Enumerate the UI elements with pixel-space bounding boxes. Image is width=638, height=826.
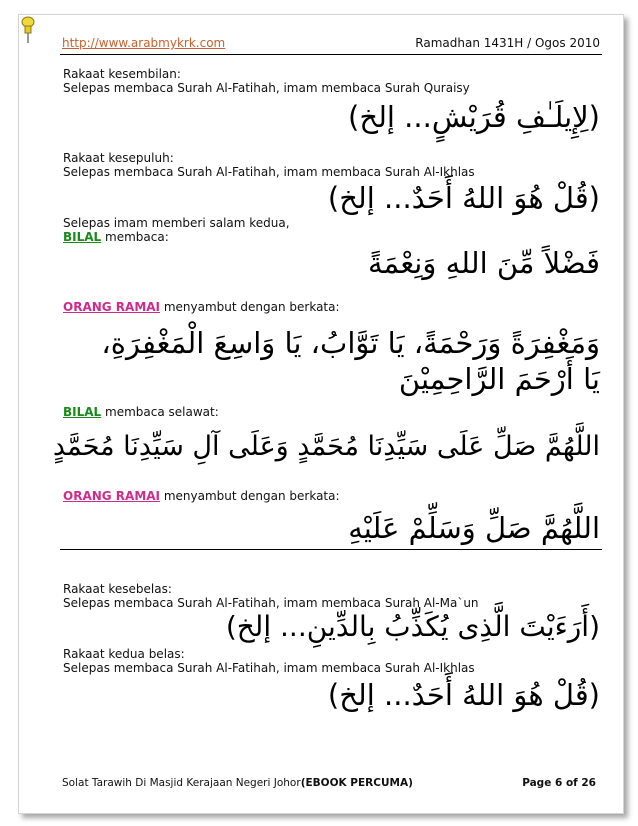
rakaat9-arabic: (لِإِيلَـٰفِ قُرَيْشٍ... إلخ) bbox=[348, 100, 600, 134]
rakaat11-arabic: (أَرَءَيْتَ الَّذِى يُكَذِّبُ بِالدِّينِ... إلخ) bbox=[225, 610, 600, 643]
section-divider bbox=[60, 549, 602, 550]
rakaat12-desc: Selepas membaca Surah Al-Fatihah, imam membaca Surah Al-Ikhlas bbox=[63, 661, 475, 675]
footer-title-text: Solat Tarawih Di Masjid Kerajaan Negeri Johor bbox=[62, 777, 301, 789]
rakaat12-title: Rakaat kedua belas: bbox=[63, 647, 185, 661]
rakaat11-desc: Selepas membaca Surah Al-Fatihah, imam membaca Surah Al-Ma`un bbox=[63, 596, 479, 610]
header-url-link[interactable]: http://www.arabmykrk.com bbox=[62, 36, 226, 50]
bilal-text-2: membaca selawat: bbox=[101, 405, 219, 419]
rakaat9-desc: Selepas membaca Surah Al-Fatihah, imam membaca Surah Quraisy bbox=[63, 81, 470, 95]
orang-arabic-2: اللَّهُمَّ صَلِّ وَسَلِّمْ عَلَيْهِ bbox=[348, 511, 600, 545]
bilal-text-1: membaca: bbox=[101, 230, 169, 244]
orang-arabic-1a: وَمَغْفِرَةً وَرَحْمَةً، يَا تَوَّابُ، يَا وَاسِعَ الْمَغْفِرَةِ، bbox=[101, 326, 600, 360]
page-header bbox=[60, 36, 602, 52]
header-rule bbox=[60, 54, 602, 55]
orang-text-2: menyambut dengan berkata: bbox=[160, 489, 340, 503]
rakaat9-title: Rakaat kesembilan: bbox=[63, 67, 181, 81]
orang-label-2: ORANG RAMAI bbox=[63, 489, 161, 503]
page-number: Page 6 of 26 bbox=[522, 777, 596, 789]
rakaat10-desc: Selepas membaca Surah Al-Fatihah, imam membaca Surah Al-Ikhlas bbox=[63, 165, 475, 179]
pushpin-icon bbox=[20, 16, 36, 44]
rakaat10-arabic: (قُلْ هُوَ اللهُ أَحَدٌ... إلخ) bbox=[327, 181, 600, 215]
rakaat12-arabic: (قُلْ هُوَ اللهُ أَحَدٌ... إلخ) bbox=[327, 678, 600, 712]
rakaat11-title: Rakaat kesebelas: bbox=[63, 582, 172, 596]
orang-arabic-1b: يَا أَرْحَمَ الرَّاحِمِيْنَ bbox=[398, 362, 600, 396]
bilal-label-1: BILAL bbox=[63, 230, 102, 244]
orang-line-1 bbox=[63, 300, 340, 314]
footer-title bbox=[62, 777, 413, 789]
header-date: Ramadhan 1431H / Ogos 2010 bbox=[415, 36, 600, 50]
bilal-label-2: BILAL bbox=[63, 405, 102, 419]
rakaat10-title: Rakaat kesepuluh: bbox=[63, 151, 174, 165]
bilal-arabic-2: اللَّهُمَّ صَلِّ عَلَى سَيِّدِنَا مُحَمَّدٍ وَعَلَى آلِ سَيِّدِنَا مُحَمَّدٍ bbox=[52, 431, 600, 462]
bilal-arabic-1: فَضْلاً مِّنَ اللهِ وَنِعْمَةً bbox=[368, 246, 600, 280]
bilal-line-1 bbox=[63, 230, 169, 244]
orang-line-2 bbox=[63, 489, 340, 503]
bilal-line-2 bbox=[63, 405, 219, 419]
footer-title-bold: (EBOOK PERCUMA) bbox=[300, 777, 413, 789]
orang-label-1: ORANG RAMAI bbox=[63, 300, 161, 314]
salam-text: Selepas imam memberi salam kedua, bbox=[63, 216, 290, 230]
orang-text-1: menyambut dengan berkata: bbox=[160, 300, 340, 314]
